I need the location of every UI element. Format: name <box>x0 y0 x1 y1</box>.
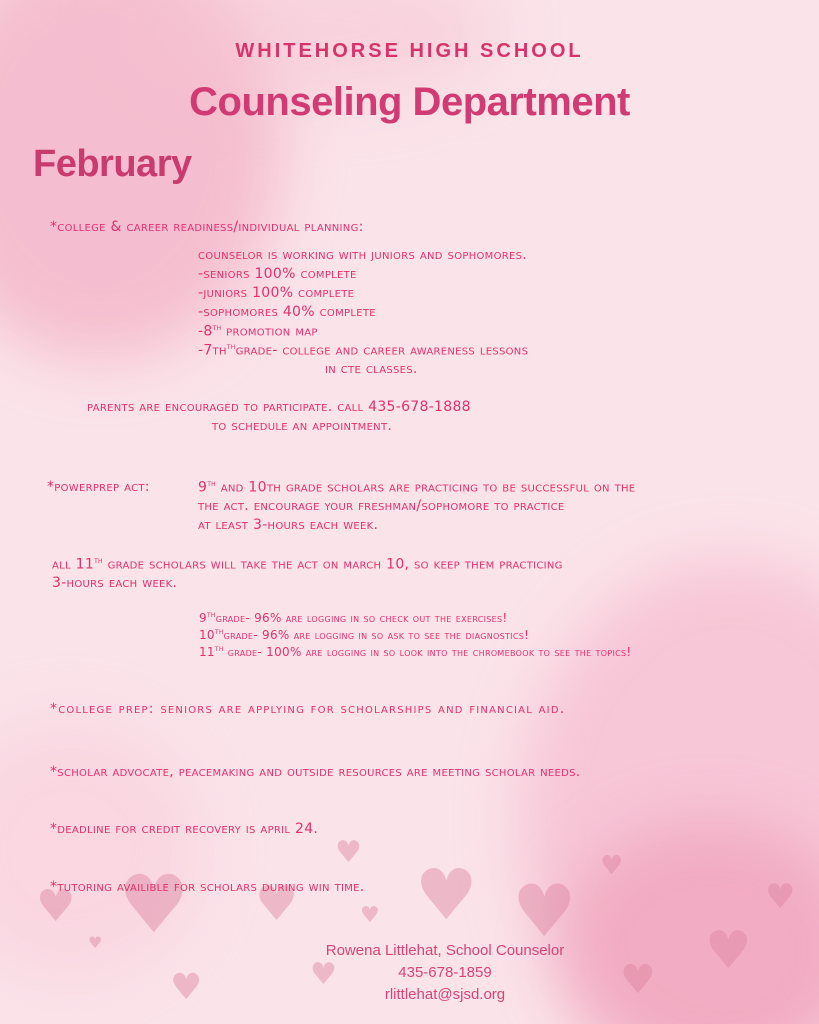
act-line: 3-hours each week. <box>52 575 178 591</box>
college-prep-item: *college prep: seniors are applying for scholarships and financial aid. <box>50 701 566 717</box>
parents-line: parents are encouraged to participate. call 435-678-1888 <box>87 399 471 415</box>
tutoring-item: *tutoring availible for scholars during win time. <box>50 879 365 895</box>
school-name: WHITEHORSE HIGH SCHOOL <box>235 40 584 62</box>
heart-icon: ♥ <box>335 835 362 870</box>
ccr-line: $-7th^{th}grade-$ college and career awareness lessons <box>198 342 529 359</box>
heart-icon: ♥ <box>310 957 337 992</box>
heart-icon: ♥ <box>118 858 190 951</box>
ccr-line: -juniors 100% complete <box>198 285 355 301</box>
heart-icon: ♥ <box>360 903 380 928</box>
heart-icon: ♥ <box>415 854 478 936</box>
parents-line: to schedule an appointment. <box>212 418 393 434</box>
grade-stat: 10thgrade- 96% are logging in so ask to see the diagnostics! <box>199 627 530 642</box>
ccr-heading: *college & career readiness/individual planning: <box>50 219 364 235</box>
counselor-phone: 435-678-1859 <box>398 964 492 981</box>
counselor-name: Rowena Littlehat, School Counselor <box>325 942 565 959</box>
heart-icon: ♥ <box>170 967 203 1008</box>
ccr-line: -8th promotion map <box>198 323 318 340</box>
heart-icon: ♥ <box>600 851 624 881</box>
month-title: February <box>33 143 192 185</box>
heart-icon: ♥ <box>512 869 577 953</box>
ccr-line: -sophomores 40% complete <box>198 304 376 320</box>
powerprep-line: 9th and 10th grade scholars are practicing to be successful on the <box>198 479 636 496</box>
credit-recovery-item: *deadline for credit recovery is april 24. <box>50 821 319 837</box>
counselor-email: rlittlehat@sjsd.org <box>384 986 506 1003</box>
department-title: Counseling Department <box>189 80 630 124</box>
powerprep-line: at least 3-hours each week. <box>198 517 379 533</box>
heart-icon: ♥ <box>765 877 796 917</box>
powerprep-label: *powerprep act: <box>47 479 150 495</box>
heart-icon: ♥ <box>255 876 299 932</box>
ccr-line: in cte classes. <box>325 361 418 377</box>
act-line: all 11th grade scholars will take the act on march 10, so keep them practicing <box>52 556 563 573</box>
ccr-line: counselor is working with juniors and sophomores. <box>198 247 528 263</box>
heart-icon: ♥ <box>88 933 103 952</box>
heart-icon: ♥ <box>620 957 656 1003</box>
grade-stat: 9thgrade- 96% are logging in so check out the exercises! <box>199 610 508 625</box>
heart-icon: ♥ <box>36 881 76 932</box>
powerprep-line: the act. encourage your freshman/sophomore to practice <box>198 498 565 514</box>
heart-icon: ♥ <box>705 921 752 981</box>
ccr-line: -seniors 100% complete <box>198 266 357 282</box>
grade-stat: 11th grade- 100% are logging in so look into the chromebook to see the topics! <box>199 644 632 659</box>
advocate-item: *scholar advocate, peacemaking and outside resources are meeting scholar needs. <box>50 764 581 780</box>
